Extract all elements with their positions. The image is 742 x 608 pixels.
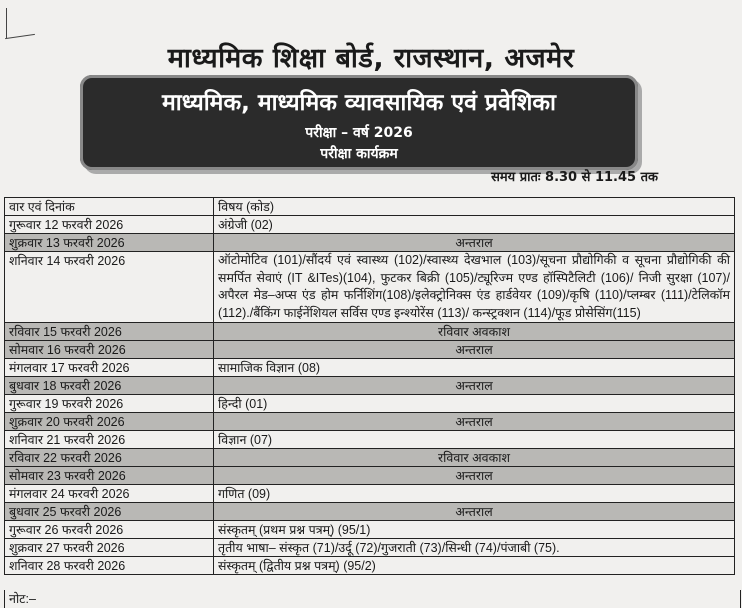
row-subject: संस्कृतम् (द्वितीय प्रश्न पत्रम्) (95/2) bbox=[214, 557, 735, 575]
table-header-row bbox=[5, 198, 735, 216]
row-subject: अन्तराल bbox=[214, 503, 735, 521]
table-row bbox=[5, 503, 735, 521]
exam-banner bbox=[80, 75, 638, 170]
row-date: गुरूवार 12 फरवरी 2026 bbox=[5, 216, 214, 234]
row-date: मंगलवार 17 फरवरी 2026 bbox=[5, 359, 214, 377]
row-date: बुधवार 25 फरवरी 2026 bbox=[5, 503, 214, 521]
row-subject: ऑटोमोटिव (101)/सौंदर्य एवं स्वास्थ्य (102)/स्वास्थ्य देखभाल (103)/सूचना प्रौद्योगिकी व सूचना प्रौद्योगिकी की समर्पित सेवाएं (IT &ITes)(104), फुटकर बिक्री (105)/ट्यूरिज्म एण्ड हॉस्पिटैलिटी (106)/ निजी सुरक्षा (107)/ अपैरल मेड–अप्स एंड होम फर्निशिंग(108)/इलेक्ट्रोनिक्स एंड हार्डवेयर (109)/कृषि (110)/प्लम्बर (111)/टेलिकॉम (112)./बैंकिंग फाईनेंशियल सर्विस एण्ड इन्श्योरेंस (113)/ कन्स्ट्रक्शन (114)/फूड प्रोसेसिंग(115) bbox=[214, 252, 735, 323]
table-row bbox=[5, 485, 735, 503]
row-subject: रविवार अवकाश bbox=[214, 323, 735, 341]
row-date: सोमवार 16 फरवरी 2026 bbox=[5, 341, 214, 359]
row-subject: संस्कृतम् (प्रथम प्रश्न पत्रम्) (95/1) bbox=[214, 521, 735, 539]
row-subject: रविवार अवकाश bbox=[214, 449, 735, 467]
table-row bbox=[5, 431, 735, 449]
table-row bbox=[5, 521, 735, 539]
row-subject: अंग्रेजी (02) bbox=[214, 216, 735, 234]
table-row bbox=[5, 539, 735, 557]
header-subject: विषय (कोड) bbox=[214, 198, 735, 216]
row-date: शुक्रवार 13 फरवरी 2026 bbox=[5, 234, 214, 252]
table-row bbox=[5, 341, 735, 359]
row-subject: हिन्दी (01) bbox=[214, 395, 735, 413]
header-date: वार एवं दिनांक bbox=[5, 198, 214, 216]
row-date: शुक्रवार 27 फरवरी 2026 bbox=[5, 539, 214, 557]
corner-mark bbox=[6, 8, 35, 38]
row-date: शनिवार 28 फरवरी 2026 bbox=[5, 557, 214, 575]
table-row bbox=[5, 359, 735, 377]
table-row bbox=[5, 252, 735, 323]
row-subject: अन्तराल bbox=[214, 234, 735, 252]
row-subject: सामाजिक विज्ञान (08) bbox=[214, 359, 735, 377]
row-date: रविवार 22 फरवरी 2026 bbox=[5, 449, 214, 467]
row-date: बुधवार 18 फरवरी 2026 bbox=[5, 377, 214, 395]
table-row bbox=[5, 413, 735, 431]
table-row bbox=[5, 557, 735, 575]
table-row bbox=[5, 467, 735, 485]
row-date: गुरूवार 19 फरवरी 2026 bbox=[5, 395, 214, 413]
row-date: शनिवार 21 फरवरी 2026 bbox=[5, 431, 214, 449]
table-row bbox=[5, 377, 735, 395]
row-subject: तृतीय भाषा– संस्कृत (71)/उर्दू (72)/गुजराती (73)/सिन्धी (74)/पंजाबी (75). bbox=[214, 539, 735, 557]
row-date: सोमवार 23 फरवरी 2026 bbox=[5, 467, 214, 485]
banner-year: परीक्षा – वर्ष 2026 bbox=[305, 125, 413, 141]
banner-subtitle: परीक्षा कार्यक्रम bbox=[320, 146, 398, 162]
row-subject: विज्ञान (07) bbox=[214, 431, 735, 449]
row-date: रविवार 15 फरवरी 2026 bbox=[5, 323, 214, 341]
board-title: माध्यमिक शिक्षा बोर्ड, राजस्थान, अजमेर bbox=[167, 43, 575, 74]
row-subject: अन्तराल bbox=[214, 341, 735, 359]
table-row bbox=[5, 216, 735, 234]
row-subject: गणित (09) bbox=[214, 485, 735, 503]
row-date: शनिवार 14 फरवरी 2026 bbox=[5, 252, 214, 323]
row-subject: अन्तराल bbox=[214, 413, 735, 431]
exam-time: समय प्रातः 8.30 से 11.45 तक bbox=[491, 170, 658, 185]
table-row bbox=[5, 234, 735, 252]
schedule-table bbox=[4, 197, 735, 575]
row-date: गुरूवार 26 फरवरी 2026 bbox=[5, 521, 214, 539]
table-row bbox=[5, 395, 735, 413]
table-row bbox=[5, 449, 735, 467]
table-row bbox=[5, 323, 735, 341]
banner-title: माध्यमिक, माध्यमिक व्यावसायिक एवं प्रवेशिका bbox=[162, 90, 556, 116]
note-label: नोट:– bbox=[4, 590, 741, 608]
row-date: मंगलवार 24 फरवरी 2026 bbox=[5, 485, 214, 503]
row-subject: अन्तराल bbox=[214, 467, 735, 485]
row-date: शुक्रवार 20 फरवरी 2026 bbox=[5, 413, 214, 431]
row-subject: अन्तराल bbox=[214, 377, 735, 395]
